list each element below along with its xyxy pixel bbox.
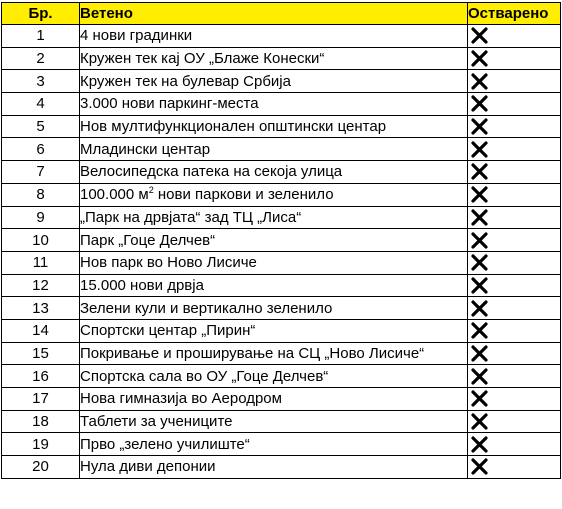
row-promise (80, 183, 468, 206)
table-row (2, 456, 561, 479)
row-fulfilled (468, 410, 561, 433)
row-fulfilled (468, 70, 561, 93)
cross-icon (471, 209, 488, 226)
row-promise: Спортска сала во ОУ „Гоце Делчев“ (80, 365, 468, 388)
row-number: 16 (2, 365, 80, 388)
row-fulfilled (468, 388, 561, 411)
cross-icon (471, 27, 488, 44)
table-row (2, 365, 561, 388)
row-number: 9 (2, 206, 80, 229)
cross-icon (471, 118, 488, 135)
table-row (2, 229, 561, 252)
row-number: 18 (2, 410, 80, 433)
row-fulfilled (468, 251, 561, 274)
row-promise: Нула диви депонии (80, 456, 468, 479)
row-number: 3 (2, 70, 80, 93)
row-promise: Таблети за учениците (80, 410, 468, 433)
row-number: 11 (2, 251, 80, 274)
row-number: 8 (2, 183, 80, 206)
row-fulfilled (468, 297, 561, 320)
row-fulfilled (468, 115, 561, 138)
table-row (2, 115, 561, 138)
table-row (2, 70, 561, 93)
row-promise: Нов мултифункционален општински центар (80, 115, 468, 138)
row-number: 13 (2, 297, 80, 320)
row-fulfilled (468, 274, 561, 297)
table-row (2, 410, 561, 433)
cross-icon (471, 458, 488, 475)
header-fulfilled: Остварено (468, 3, 561, 25)
header-row (2, 3, 561, 25)
row-promise: Велосипедска патека на секоја улица (80, 161, 468, 184)
row-promise: Нова гимназија во Аеродром (80, 388, 468, 411)
cross-icon (471, 413, 488, 430)
table-row (2, 319, 561, 342)
row-number: 4 (2, 93, 80, 116)
row-fulfilled (468, 183, 561, 206)
row-fulfilled (468, 319, 561, 342)
row-fulfilled (468, 93, 561, 116)
table-header (2, 3, 561, 25)
row-promise: 4 нови градинки (80, 25, 468, 48)
row-promise: Кружен тек на булевар Србија (80, 70, 468, 93)
cross-icon (471, 345, 488, 362)
row-promise: Нов парк во Ново Лисиче (80, 251, 468, 274)
header-number: Бр. (2, 3, 80, 25)
row-number: 7 (2, 161, 80, 184)
cross-icon (471, 73, 488, 90)
table-row (2, 47, 561, 70)
row-number: 14 (2, 319, 80, 342)
row-number: 6 (2, 138, 80, 161)
header-promised: Ветено (80, 3, 468, 25)
row-number: 15 (2, 342, 80, 365)
row-fulfilled (468, 342, 561, 365)
table-row (2, 342, 561, 365)
table-row (2, 274, 561, 297)
cross-icon (471, 390, 488, 407)
row-number: 1 (2, 25, 80, 48)
row-fulfilled (468, 206, 561, 229)
table-row (2, 138, 561, 161)
row-promise-text: нови паркови и зеленило (153, 186, 334, 204)
row-number: 5 (2, 115, 80, 138)
row-promise: Кружен тек кај ОУ „Блаже Конески“ (80, 47, 468, 70)
row-fulfilled (468, 433, 561, 456)
cross-icon (471, 322, 488, 339)
row-number: 10 (2, 229, 80, 252)
cross-icon (471, 368, 488, 385)
row-promise: Зелени кули и вертикално зеленило (80, 297, 468, 320)
row-promise-text: 100.000 м (80, 186, 149, 204)
table-row (2, 183, 561, 206)
row-fulfilled (468, 25, 561, 48)
promises-table (1, 2, 561, 479)
cross-icon (471, 300, 488, 317)
cross-icon (471, 232, 488, 249)
row-promise: Покривање и проширување на СЦ „Ново Лисиче“ (80, 342, 468, 365)
row-fulfilled (468, 365, 561, 388)
cross-icon (471, 95, 488, 112)
row-promise: Прво „зелено училиште“ (80, 433, 468, 456)
cross-icon (471, 277, 488, 294)
table-body (2, 25, 561, 479)
row-promise: 3.000 нови паркинг-места (80, 93, 468, 116)
row-number: 17 (2, 388, 80, 411)
row-fulfilled (468, 161, 561, 184)
cross-icon (471, 254, 488, 271)
cross-icon (471, 141, 488, 158)
row-number: 20 (2, 456, 80, 479)
cross-icon (471, 163, 488, 180)
row-fulfilled (468, 229, 561, 252)
table-row (2, 206, 561, 229)
row-promise: Парк „Гоце Делчев“ (80, 229, 468, 252)
superscript: 2 (148, 185, 154, 196)
row-number: 2 (2, 47, 80, 70)
table-row (2, 161, 561, 184)
table-row (2, 297, 561, 320)
row-promise: „Парк на дрвјата“ зад ТЦ „Лиса“ (80, 206, 468, 229)
table-row (2, 25, 561, 48)
table-row (2, 388, 561, 411)
cross-icon (471, 186, 488, 203)
row-promise: Младински центар (80, 138, 468, 161)
row-promise: Спортски центар „Пирин“ (80, 319, 468, 342)
table-row (2, 93, 561, 116)
row-fulfilled (468, 456, 561, 479)
row-number: 19 (2, 433, 80, 456)
row-fulfilled (468, 47, 561, 70)
cross-icon (471, 50, 488, 67)
row-promise: 15.000 нови дрвја (80, 274, 468, 297)
row-number: 12 (2, 274, 80, 297)
cross-icon (471, 436, 488, 453)
table-row (2, 251, 561, 274)
row-fulfilled (468, 138, 561, 161)
table-row (2, 433, 561, 456)
